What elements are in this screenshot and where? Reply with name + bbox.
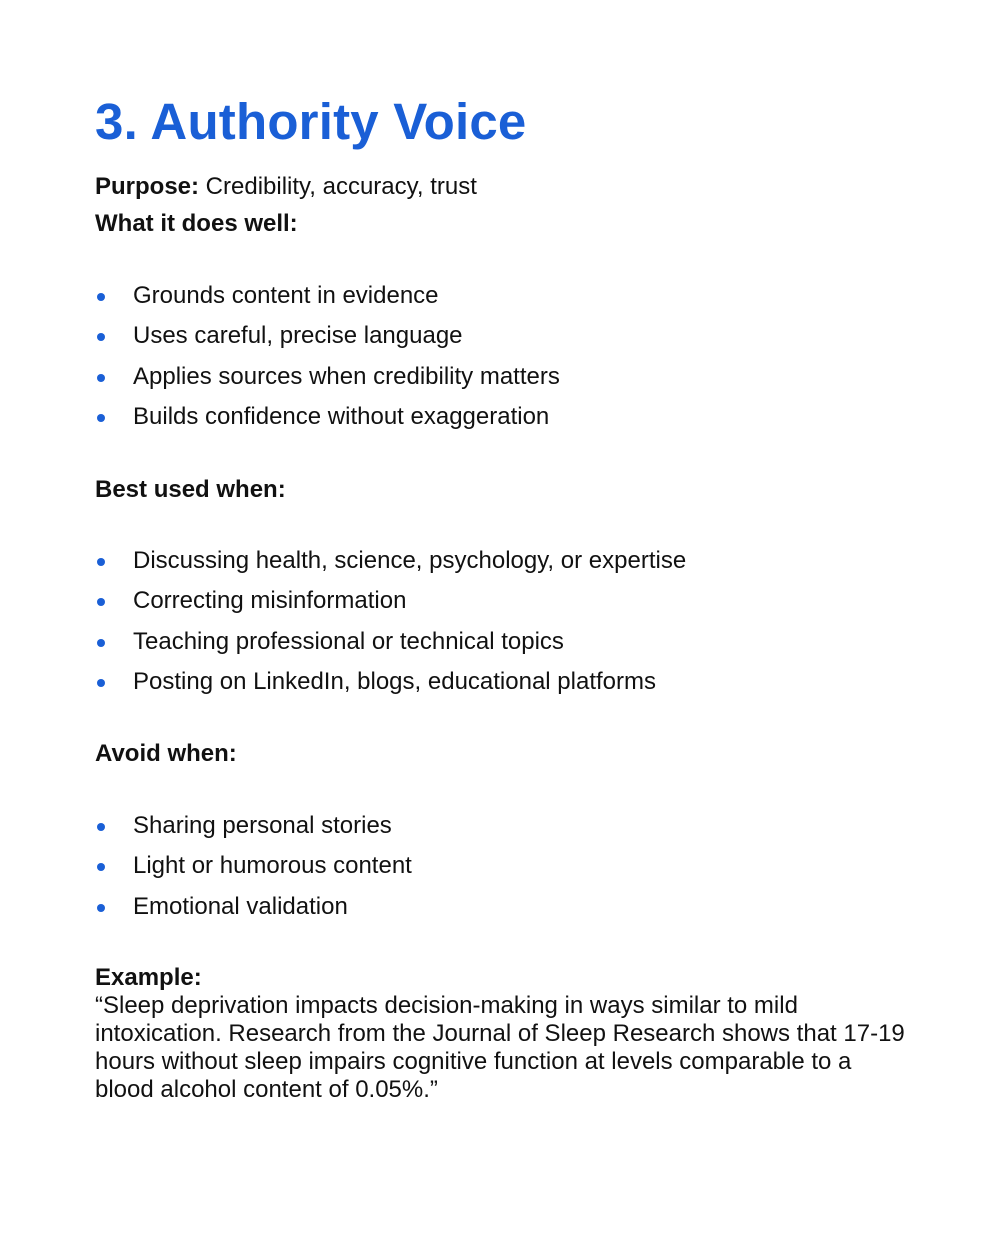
best-used-list	[95, 541, 686, 702]
bullet-icon	[97, 374, 105, 382]
list-item: Correcting misinformation	[95, 581, 686, 621]
does-well-list	[95, 276, 560, 437]
avoid-heading: Avoid when:	[95, 740, 237, 767]
list-item: Posting on LinkedIn, blogs, educational platforms	[95, 662, 686, 702]
best-used-heading: Best used when:	[95, 476, 286, 503]
purpose-label: Purpose:	[95, 173, 200, 200]
list-item: Uses careful, precise language	[95, 316, 560, 356]
list-item: Sharing personal stories	[95, 806, 412, 846]
bullet-icon	[97, 904, 105, 912]
does-well-heading: What it does well:	[95, 210, 298, 237]
list-item: Applies sources when credibility matters	[95, 357, 560, 397]
purpose-value: Credibility, accuracy, trust	[199, 173, 477, 200]
bullet-icon	[97, 679, 105, 687]
example-quote: “Sleep deprivation impacts decision-making in ways similar to mild intoxication. Research from the Journal of Sleep Research shows that 17-19 hours without sleep impairs cognitive function at levels comparable to a blood alcohol content of 0.05%.”	[95, 992, 905, 1103]
list-item: Emotional validation	[95, 887, 412, 927]
page-title: 3. Authority Voice	[95, 93, 527, 150]
list-item: Light or humorous content	[95, 846, 412, 886]
bullet-icon	[97, 823, 105, 831]
bullet-icon	[97, 863, 105, 871]
avoid-list	[95, 806, 412, 927]
list-item: Discussing health, science, psychology, or expertise	[95, 541, 686, 581]
purpose-line	[95, 172, 477, 202]
bullet-icon	[97, 639, 105, 647]
bullet-icon	[97, 558, 105, 566]
bullet-icon	[97, 598, 105, 606]
list-item: Teaching professional or technical topics	[95, 622, 686, 662]
bullet-icon	[97, 293, 105, 301]
list-item: Builds confidence without exaggeration	[95, 397, 560, 437]
bullet-icon	[97, 414, 105, 422]
bullet-icon	[97, 333, 105, 341]
example-heading: Example:	[95, 964, 202, 991]
list-item: Grounds content in evidence	[95, 276, 560, 316]
